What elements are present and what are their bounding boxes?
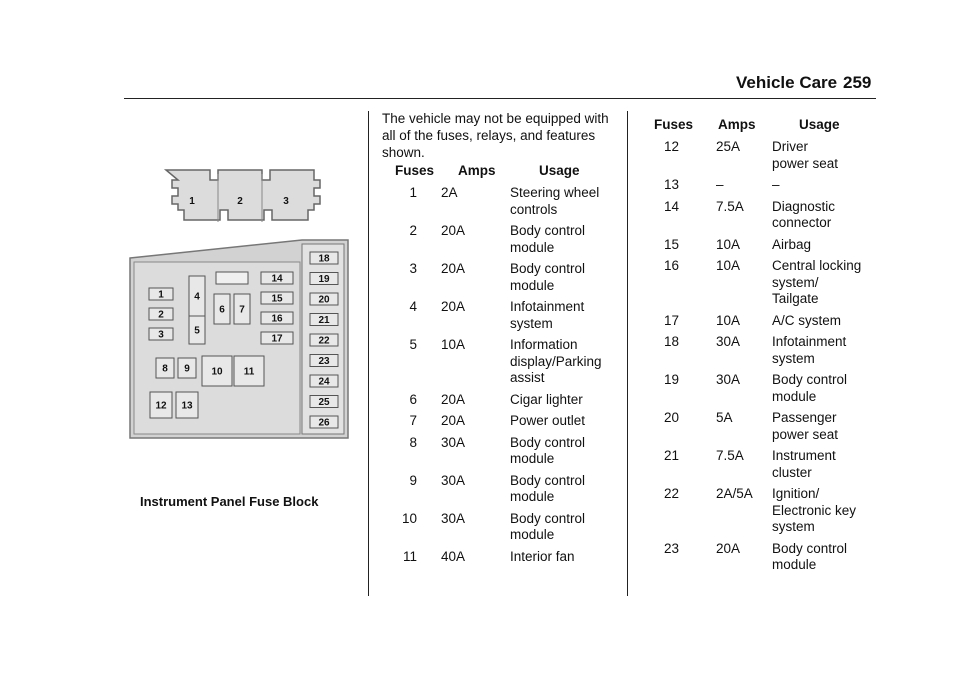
- fuse-label: 9: [184, 363, 190, 375]
- fuse-amps: 30A: [716, 334, 741, 349]
- fuse-amps: 10A: [716, 236, 741, 252]
- section-title: Vehicle Care: [736, 73, 838, 92]
- fuse-amps: 2A/5A: [716, 486, 753, 501]
- fuse-table-left: [382, 163, 622, 570]
- fuse-number: 20: [663, 410, 679, 425]
- relay-label: 1: [189, 196, 195, 207]
- fuse-usage: –: [772, 177, 780, 192]
- fuse-number: 21: [663, 448, 679, 463]
- fuse-label: 24: [318, 376, 330, 388]
- table-row: [382, 337, 622, 392]
- fuse-number: 16: [663, 258, 679, 273]
- fuse-block-diagram: [126, 166, 350, 441]
- fuse-amps: 40A: [441, 548, 466, 564]
- fuse-label: 15: [271, 293, 283, 305]
- fuse-label: 12: [155, 400, 167, 412]
- table-row: [642, 541, 882, 579]
- table-row: [382, 392, 622, 414]
- fuse-usage: Driver power seat: [772, 139, 839, 171]
- fuse-amps: 7.5A: [716, 198, 744, 214]
- fuse-number: 13: [663, 177, 679, 192]
- table-row: [642, 199, 882, 237]
- fuse-amps: 30A: [441, 510, 466, 526]
- fuse-label: 22: [318, 335, 330, 347]
- fuse-amps: 20A: [441, 413, 466, 428]
- fuse-usage: Interior fan: [510, 548, 575, 564]
- table-row: [642, 139, 882, 177]
- fuse-amps: 20A: [441, 223, 466, 238]
- table-row: [642, 313, 882, 335]
- fuse-number: 23: [663, 540, 679, 556]
- header-amps: Amps: [458, 163, 496, 178]
- column-divider-left: [368, 111, 369, 596]
- fuse-usage: Passenger power seat: [772, 410, 839, 442]
- fuse-amps: 7.5A: [716, 448, 744, 463]
- relay-label: 2: [237, 196, 243, 207]
- fuse-label: 11: [243, 366, 255, 378]
- table-row: [382, 299, 622, 337]
- fuse-usage: Body control module: [510, 261, 586, 293]
- fuse-label: 5: [194, 325, 200, 337]
- header-amps: Amps: [718, 117, 756, 132]
- fuse-label: 18: [318, 253, 330, 265]
- header-fuses: Fuses: [654, 117, 694, 132]
- fuse-amps: 20A: [441, 299, 466, 314]
- fuse-usage: A/C system: [772, 312, 842, 328]
- table-header-row: [642, 117, 882, 139]
- fuse-label: 6: [219, 304, 225, 316]
- fuse-label: 20: [318, 294, 330, 306]
- fuse-usage: Infotainment system: [510, 299, 585, 331]
- fuse-usage: Power outlet: [510, 413, 586, 428]
- fuse-number: 10: [401, 510, 417, 526]
- fuse-usage: Body control module: [510, 510, 586, 542]
- table-header-row: [382, 163, 622, 185]
- table-row: [642, 177, 882, 199]
- fuse-label: 1: [158, 289, 164, 301]
- header-fuses: Fuses: [395, 163, 435, 178]
- table-row: [642, 410, 882, 448]
- fuse-label: 10: [211, 366, 223, 378]
- table-row: [382, 413, 622, 435]
- table-row: [382, 473, 622, 511]
- table-row: [382, 223, 622, 261]
- fuse-usage: Diagnostic connector: [772, 198, 836, 230]
- fuse-number: 22: [663, 486, 679, 501]
- column-divider-right: [627, 111, 628, 596]
- fuse-usage: Cigar lighter: [510, 391, 583, 407]
- fuse-usage: Airbag: [772, 236, 812, 252]
- fuse-number: 18: [663, 334, 679, 349]
- fuse-label: 16: [271, 313, 283, 325]
- fuse-slot: [216, 272, 248, 284]
- fuse-amps: 20A: [716, 540, 741, 556]
- intro-paragraph: The vehicle may not be equipped with all of the fuses, relays, and features shown.: [382, 111, 609, 160]
- table-row: [382, 185, 622, 223]
- fuse-usage: Body control module: [772, 540, 848, 572]
- fuse-number: 1: [409, 185, 417, 200]
- fuse-amps: 30A: [441, 472, 466, 488]
- fuse-label: 25: [318, 397, 330, 408]
- fuse-label: 19: [318, 274, 330, 285]
- table-row: [642, 258, 882, 313]
- fuse-label: 7: [239, 304, 245, 316]
- fuse-usage: Body control module: [510, 472, 586, 504]
- table-row: [642, 448, 882, 486]
- fuse-usage: Central locking system/ Tailgate: [772, 258, 862, 306]
- fuse-amps: 5A: [716, 410, 733, 425]
- fuse-amps: 20A: [441, 261, 466, 276]
- fuse-number: 15: [663, 236, 679, 252]
- fuse-amps: 10A: [441, 337, 466, 352]
- fuse-usage: Body control module: [510, 434, 586, 466]
- fuse-amps: 25A: [716, 139, 741, 154]
- fuse-label: 8: [162, 363, 168, 375]
- fuse-label: 26: [318, 417, 330, 429]
- fuse-number: 3: [409, 261, 417, 276]
- fuse-label: 17: [271, 333, 283, 345]
- fuse-amps: 2A: [441, 185, 458, 200]
- table-row: [382, 549, 622, 571]
- fuse-amps: 10A: [716, 312, 741, 328]
- fuse-amps: –: [716, 177, 724, 192]
- fuse-label: 2: [158, 309, 164, 321]
- table-row: [642, 334, 882, 372]
- fuse-label: 21: [318, 315, 330, 326]
- fuse-amps: 10A: [716, 258, 741, 273]
- fuse-usage: Infotainment system: [772, 334, 847, 366]
- fuse-label: 4: [194, 291, 200, 303]
- fuse-number: 2: [409, 223, 417, 238]
- fuse-label: 23: [318, 356, 330, 367]
- fuse-number: 5: [409, 337, 417, 352]
- fuse-number: 12: [663, 139, 679, 154]
- table-row: [642, 486, 882, 541]
- table-row: [382, 435, 622, 473]
- header-usage: Usage: [539, 163, 580, 178]
- fuse-amps: 30A: [716, 372, 741, 387]
- fuse-number: 9: [409, 472, 417, 488]
- fuse-usage: Body control module: [510, 223, 586, 255]
- fuse-number: 7: [409, 413, 417, 428]
- header-divider: [124, 98, 876, 99]
- fuse-amps: 30A: [441, 434, 466, 450]
- fuse-label: 13: [181, 400, 193, 412]
- fuse-usage: Steering wheel controls: [510, 185, 600, 217]
- fuse-usage: Instrument cluster: [772, 448, 836, 480]
- fuse-number: 4: [409, 299, 417, 314]
- fuse-block-svg: [126, 166, 350, 441]
- fuse-number: 19: [663, 372, 679, 387]
- fuse-number: 11: [402, 548, 417, 564]
- fuse-number: 17: [663, 312, 679, 328]
- header-usage: Usage: [799, 117, 840, 132]
- fuse-label: 3: [158, 329, 164, 341]
- page-number: 259: [843, 73, 872, 92]
- fuse-label: 14: [271, 273, 283, 285]
- table-row: [642, 372, 882, 410]
- diagram-caption: Instrument Panel Fuse Block: [140, 494, 319, 509]
- fuse-usage: Body control module: [772, 372, 848, 404]
- table-row: [382, 261, 622, 299]
- relay-label: 3: [283, 196, 289, 207]
- table-row: [642, 237, 882, 259]
- table-row: [382, 511, 622, 549]
- fuse-number: 6: [409, 391, 417, 407]
- fuse-usage: Ignition/ Electronic key system: [772, 486, 857, 534]
- fuse-usage: Information display/Parking assist: [510, 337, 602, 385]
- fuse-number: 14: [663, 198, 679, 214]
- fuse-amps: 20A: [441, 391, 466, 407]
- fuse-number: 8: [409, 434, 417, 450]
- fuse-table-right: [642, 117, 882, 579]
